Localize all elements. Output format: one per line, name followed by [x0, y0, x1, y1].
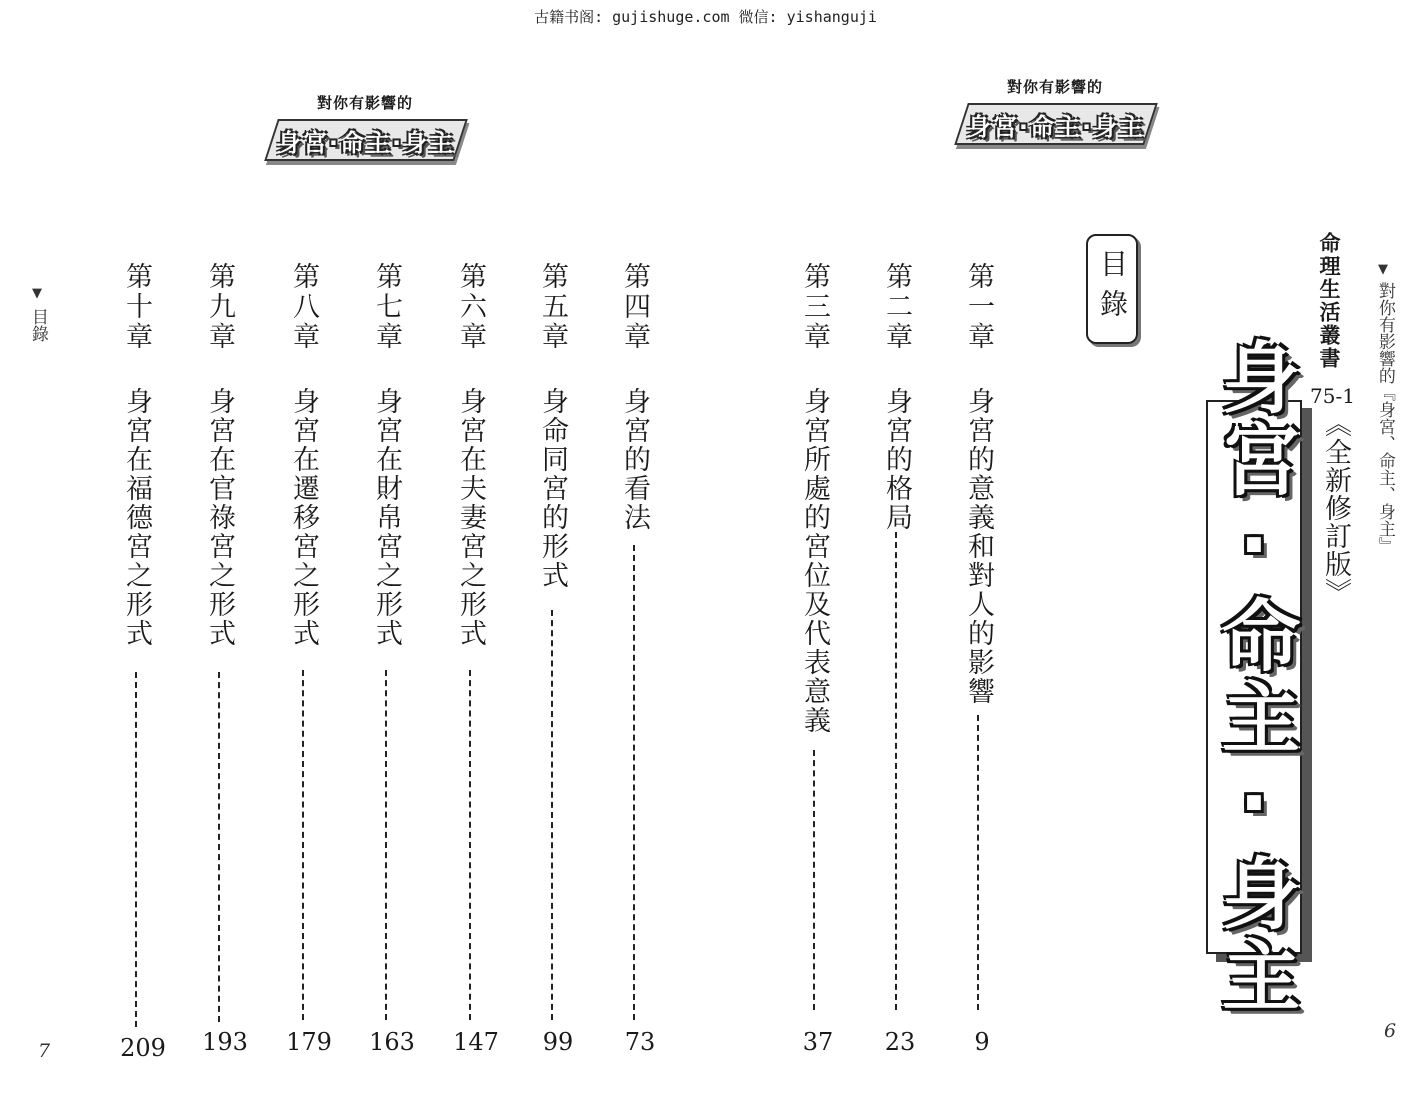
- dot-leader: [135, 672, 139, 1027]
- book-title: 身宮·命主·身主: [1209, 337, 1299, 1017]
- chapter-number: 第十章: [121, 262, 152, 352]
- chapter-page: 179: [286, 1028, 332, 1056]
- chapter-title: 身宮在福德宮之形式: [121, 387, 152, 648]
- chapter-number: 第六章: [455, 262, 486, 352]
- chevron-down-icon: ▼: [32, 286, 42, 301]
- chapter-number: 第八章: [288, 262, 319, 352]
- page-number-right: 6: [1384, 1020, 1397, 1042]
- chapter-page: 209: [120, 1034, 166, 1062]
- chapter-number: 第九章: [204, 262, 235, 352]
- chapter-title: 身宮的看法: [619, 387, 650, 532]
- dot-leader: [551, 610, 555, 1020]
- chapter-number: 第一章: [963, 262, 994, 352]
- dot-leader: [469, 670, 473, 1020]
- chapter-page: 73: [624, 1028, 656, 1056]
- chapter-title: 身宮的格局: [881, 387, 912, 532]
- running-head-left: 目錄: [27, 308, 48, 342]
- chapter-page: 99: [542, 1028, 574, 1056]
- dot-leader: [895, 532, 899, 1010]
- series-number: 75-1: [1310, 384, 1355, 408]
- chapter-page: 23: [884, 1028, 916, 1056]
- chapter-number: 第五章: [537, 262, 568, 352]
- toc-heading: 目錄: [1096, 249, 1129, 329]
- logo-subtitle: 對你有影響的: [1006, 78, 1103, 96]
- chapter-title: 身命同宮的形式: [537, 387, 568, 590]
- toc-heading-box: [1086, 234, 1138, 344]
- dot-leader: [633, 545, 637, 1020]
- logo-title: 身宮·命主·身主: [966, 112, 1146, 141]
- chapter-number: 第七章: [371, 262, 402, 352]
- edition-label: 《全新修訂版》: [1320, 410, 1351, 606]
- series-name: 命理生活叢書: [1317, 232, 1341, 370]
- chapter-number: 第四章: [619, 262, 650, 352]
- chevron-down-icon: ▼: [1378, 262, 1388, 277]
- chapter-title: 身宮在遷移宮之形式: [288, 387, 319, 648]
- dot-leader: [218, 672, 222, 1022]
- page-number-left: 7: [38, 1040, 51, 1062]
- dot-leader: [977, 715, 981, 1010]
- logo-subtitle: 對你有影響的: [316, 94, 413, 112]
- logo-title: 身宮·命主·身主: [276, 128, 456, 157]
- chapter-number: 第二章: [881, 262, 912, 352]
- chapter-title: 身宮在官祿宮之形式: [204, 387, 235, 648]
- dot-leader: [385, 670, 389, 1020]
- chapter-title: 身宮所處的宮位及代表意義: [799, 387, 830, 735]
- logo-title-banner: [264, 119, 468, 161]
- dot-leader: [813, 750, 817, 1010]
- chapter-page: 147: [453, 1028, 499, 1056]
- chapter-title: 身宮在夫妻宮之形式: [455, 387, 486, 648]
- chapter-title: 身宮的意義和對人的影響: [963, 387, 994, 706]
- chapter-title: 身宮在財帛宮之形式: [371, 387, 402, 648]
- chapter-number: 第三章: [799, 262, 830, 352]
- book-title-box: [1206, 337, 1302, 1017]
- chapter-page: 193: [202, 1028, 248, 1056]
- logo-title-banner: [954, 103, 1158, 145]
- book-logo-right: [945, 76, 1165, 176]
- chapter-page: 37: [802, 1028, 834, 1056]
- book-logo-left: [255, 92, 475, 192]
- dot-leader: [302, 670, 306, 1020]
- chapter-page: 163: [369, 1028, 415, 1056]
- chapter-page: 9: [974, 1028, 990, 1056]
- running-head-right: 對你有影響的『身宮、命主、身主』: [1374, 282, 1395, 554]
- watermark-text: 古籍书阁: gujishuge.com 微信: yishanguji: [534, 8, 877, 26]
